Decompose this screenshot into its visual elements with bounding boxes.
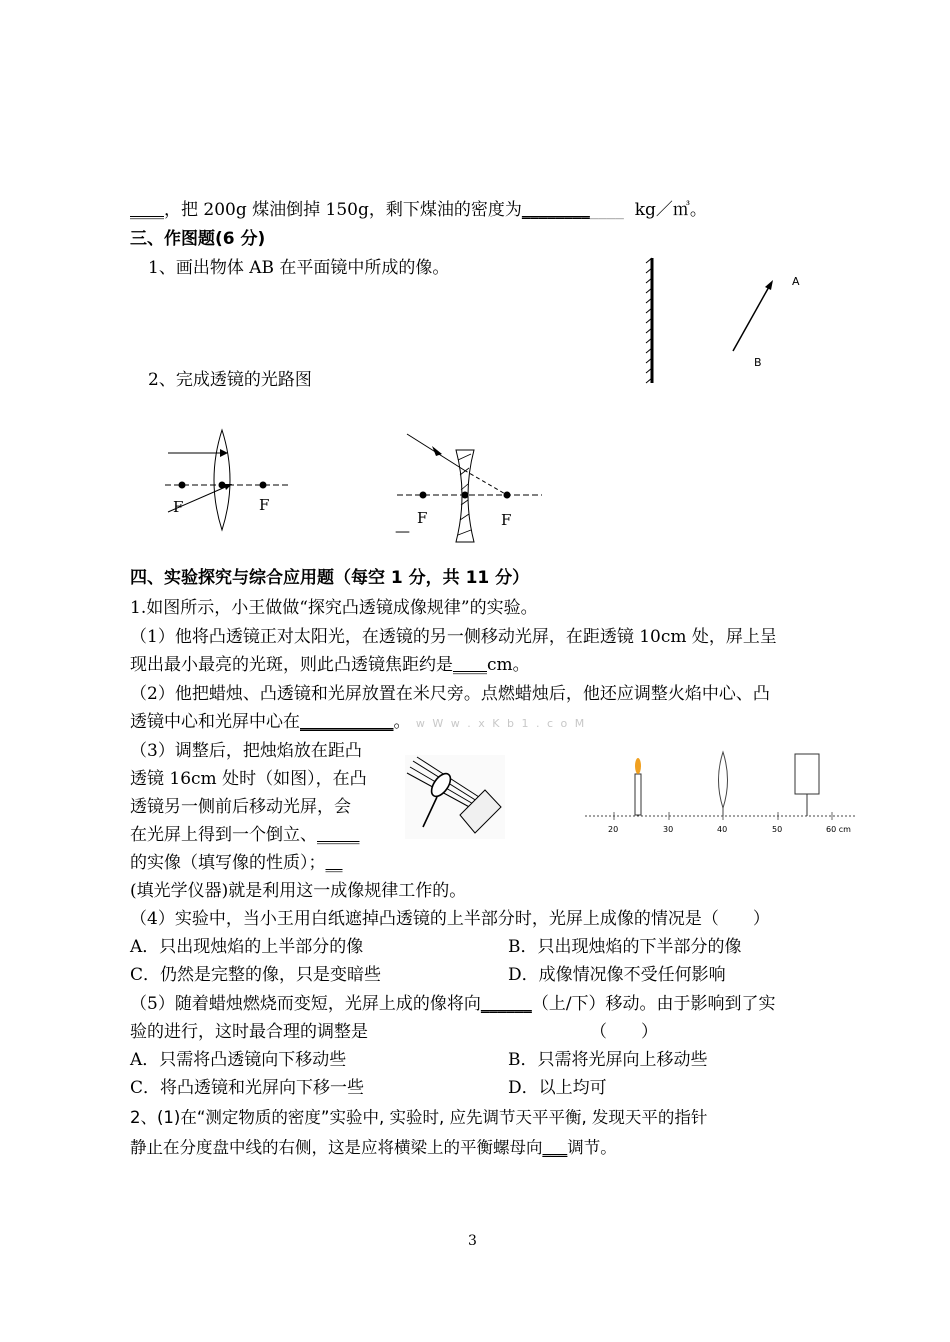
p5-line1: （5）随着蜡烛燃烧而变短，光屏上成的像将向______（上/下）移动。由于影响到了实 <box>130 994 776 1014</box>
focus-label: F <box>173 498 184 516</box>
focus-label: F <box>501 511 512 529</box>
answer-blank[interactable]: _____ <box>317 825 360 845</box>
p3-line4: 在光屏上得到一个倒立、_____ <box>130 825 360 845</box>
dash-mark: — <box>395 522 410 540</box>
p3-line2: 透镜 16cm 处时（如图），在凸 <box>130 769 367 789</box>
ruler-tick-label: 20 <box>608 825 619 834</box>
p4-question: （4）实验中，当小王用白纸遮掉凸透镜的上半部分时，光屏上成像的情况是（ ） <box>130 909 770 929</box>
p5-option-b[interactable]: B．只需将光屏向上移动些 <box>508 1050 708 1070</box>
ruler-tick-label: 50 <box>772 825 783 834</box>
flame <box>635 758 641 774</box>
lens-focus-figure <box>405 755 507 840</box>
label-b: B <box>754 356 762 369</box>
concave-lens-figure <box>392 430 552 550</box>
p4-option-a[interactable]: A．只出现烛焰的上半部分的像 <box>130 937 364 957</box>
answer-blank[interactable]: ________ <box>521 200 590 220</box>
p5-option-d[interactable]: D．以上均可 <box>508 1078 607 1098</box>
convex-lens <box>719 752 728 808</box>
answer-blank[interactable]: ____ <box>130 200 164 220</box>
focus-label: F <box>259 496 270 514</box>
density-question-tail: ____，把 200g 煤油倒掉 150g，剩下煤油的密度为____________ kg／㎥。 <box>130 200 707 220</box>
p4-option-c[interactable]: C．仍然是完整的像，只是变暗些 <box>130 965 382 985</box>
section-4-title: 四、实验探究与综合应用题（每空 1 分，共 11 分） <box>130 568 530 588</box>
drawing-question-2: 2、完成透镜的光路图 <box>148 370 312 390</box>
answer-blank[interactable]: ___________ <box>300 712 394 732</box>
p2-line2: 透镜中心和光屏中心在___________。 w W w . x K b 1 . c o M <box>130 712 587 732</box>
p3-line5: 的实像（填写像的性质）；__ <box>130 853 343 873</box>
p1-line2: 现出最小最亮的光斑，则此凸透镜焦距约是____cm。 <box>130 655 530 675</box>
p1-line1: （1）他将凸透镜正对太阳光，在透镜的另一侧移动光屏，在距透镜 10cm 处，屏上呈 <box>130 627 777 647</box>
ruler-tick-label: 40 <box>717 825 728 834</box>
p2-line1: （2）他把蜡烛、凸透镜和光屏放置在米尺旁。点燃蜡烛后，他还应调整火焰中心、凸 <box>130 684 770 704</box>
light-screen <box>795 754 819 794</box>
answer-blank[interactable]: ____ <box>453 655 487 675</box>
p5-option-a[interactable]: A．只需将凸透镜向下移动些 <box>130 1050 347 1070</box>
drawing-question-1: 1、画出物体 AB 在平面镜中所成的像。 <box>148 258 450 278</box>
section-3-title: 三、作图题(6 分) <box>130 229 266 249</box>
q2-line2: 静止在分度盘中线的右侧，这是应将横梁上的平衡螺母向___调节。 <box>130 1138 617 1157</box>
candle <box>635 774 641 815</box>
q1-intro: 1.如图所示，小王做做“探究凸透镜成像规律”的实验。 <box>130 598 538 618</box>
p5-option-c[interactable]: C．将凸透镜和光屏向下移一些 <box>130 1078 365 1098</box>
p4-option-b[interactable]: B．只出现烛焰的下半部分的像 <box>508 937 742 957</box>
p4-option-d[interactable]: D．成像情况像不受任何影响 <box>508 965 726 985</box>
convex-lens-figure <box>160 430 300 530</box>
plane-mirror-figure <box>630 255 830 390</box>
label-a: A <box>792 275 800 288</box>
watermark: w W w . x K b 1 . c o M <box>415 717 587 730</box>
ruler-tick-label: 30 <box>663 825 674 834</box>
ruler-tick-label: 60 cm <box>826 825 851 834</box>
p3-line1: （3）调整后，把烛焰放在距凸 <box>130 741 362 761</box>
page-number: 3 <box>468 1233 477 1249</box>
answer-paren[interactable]: （ ） <box>590 1022 658 1042</box>
answer-blank[interactable]: ______ <box>480 994 532 1014</box>
object-ab-arrow <box>733 285 770 351</box>
p3-line6: (填光学仪器)就是利用这一成像规律工作的。 <box>130 881 467 901</box>
optical-bench-figure <box>580 750 860 840</box>
q2-line1: 2、(1)在“测定物质的密度”实验中, 实验时, 应先调节天平平衡, 发现天平的指针 <box>130 1108 708 1127</box>
focus-label: F <box>417 509 428 527</box>
p5-line2: 验的进行，这时最合理的调整是 <box>130 1022 368 1042</box>
answer-blank[interactable]: __ <box>325 853 343 873</box>
answer-blank[interactable]: ___ <box>542 1138 568 1157</box>
p3-line3: 透镜另一侧前后移动光屏，会 <box>130 797 351 817</box>
